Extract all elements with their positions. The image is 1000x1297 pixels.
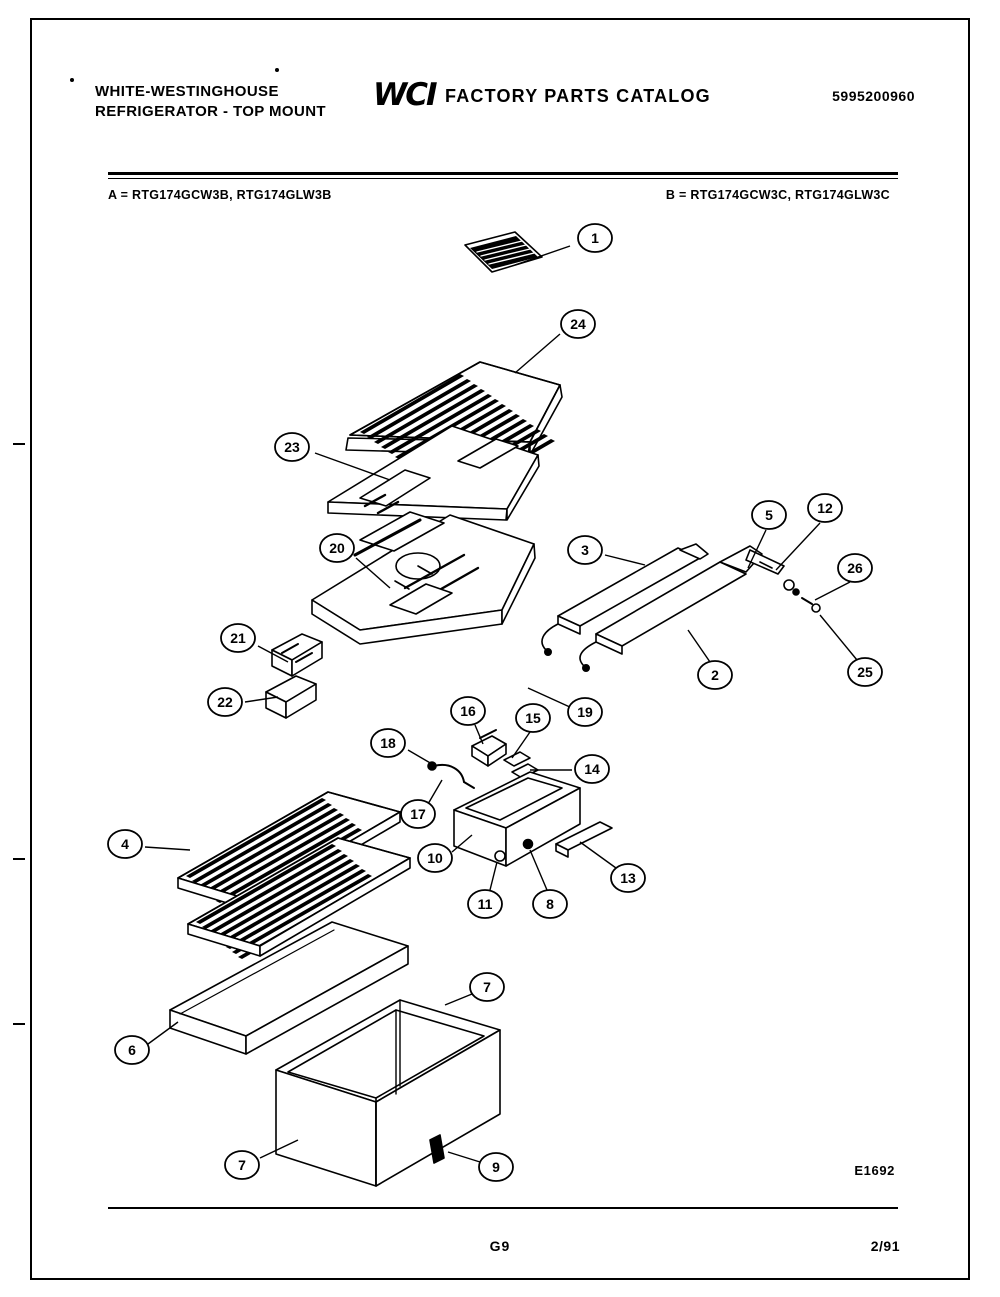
callout-label: 3: [581, 542, 589, 558]
callout-label: 20: [329, 540, 345, 556]
callout-26: [815, 554, 872, 600]
footer-page-number: G9: [489, 1238, 511, 1254]
model-group-b: B = RTG174GCW3C, RTG174GLW3C: [665, 188, 890, 202]
callout-7: [445, 973, 504, 1005]
callout-label: 8: [546, 896, 554, 912]
callout-6: [115, 1022, 178, 1064]
callout-leader: [445, 994, 472, 1005]
callout-label: 6: [128, 1042, 136, 1058]
callout-leader: [515, 334, 560, 373]
callout-3: [568, 536, 645, 565]
wci-logo-text: WCI: [373, 79, 436, 113]
part-ice-box: [454, 772, 612, 866]
callout-leader: [490, 862, 497, 890]
callout-leader: [688, 630, 710, 662]
callout-9: [448, 1152, 513, 1181]
footer-rule: [108, 1207, 898, 1209]
callout-label: 23: [284, 439, 300, 455]
margin-dot: [275, 68, 279, 72]
callout-label: 2: [711, 667, 719, 683]
part-vent-cover: [465, 232, 542, 272]
callout-label: 11: [477, 896, 493, 912]
footer-date: 2/91: [870, 1238, 900, 1254]
callout-leader: [605, 555, 645, 565]
part-brackets: [266, 634, 322, 718]
callout-leader: [776, 523, 820, 570]
callout-leader: [428, 780, 442, 804]
callout-8: [530, 850, 567, 918]
callout-label: 21: [230, 630, 246, 646]
margin-tick: [13, 1023, 25, 1025]
callout-label: 5: [765, 507, 773, 523]
callout-leader: [580, 842, 616, 868]
catalog-header: [95, 79, 915, 126]
callout-label: 10: [427, 850, 443, 866]
callout-label: 22: [217, 694, 233, 710]
callout-label: 9: [492, 1159, 500, 1175]
callout-2: [688, 630, 732, 689]
callout-11: [468, 862, 502, 918]
header-rule-thin: [108, 178, 898, 179]
exploded-parts-diagram: [60, 210, 940, 1190]
callout-13: [580, 842, 645, 892]
callout-leader: [315, 453, 390, 480]
callout-label: 13: [620, 870, 636, 886]
callout-label: 26: [847, 560, 863, 576]
brand-line-2: REFRIGERATOR - TOP MOUNT: [95, 103, 326, 120]
callout-label: 4: [121, 836, 129, 852]
callout-16: [451, 697, 485, 744]
callout-21: [221, 624, 288, 662]
callout-24: [515, 310, 595, 373]
callout-12: [776, 494, 842, 570]
callout-label: 24: [570, 316, 586, 332]
margin-tick: [13, 858, 25, 860]
callout-label: 18: [380, 735, 396, 751]
callout-17: [401, 780, 442, 828]
callout-label: 17: [410, 806, 426, 822]
brand-line-1: WHITE-WESTINGHOUSE: [95, 83, 279, 100]
header-rule-thick: [108, 172, 898, 175]
callout-label: 14: [584, 761, 600, 777]
callout-label: 12: [817, 500, 833, 516]
callout-label: 1: [591, 230, 599, 246]
callout-18: [371, 729, 432, 764]
callout-leader: [530, 850, 547, 890]
part-wire: [428, 762, 474, 788]
callout-7: [225, 1140, 298, 1179]
figure-code: E1692: [854, 1163, 895, 1178]
brand-block: [95, 82, 326, 122]
callout-label: 19: [577, 704, 593, 720]
callout-leader: [148, 1022, 178, 1044]
part-drip-tray: [312, 512, 535, 644]
callout-label: 16: [460, 703, 476, 719]
catalog-title: FACTORY PARTS CATALOG: [445, 86, 711, 106]
wci-logo-icon: [373, 79, 441, 113]
callout-label: 15: [525, 710, 541, 726]
callout-15: [512, 704, 550, 758]
callout-25: [820, 615, 882, 686]
margin-dot: [70, 78, 74, 82]
callout-leader: [820, 615, 857, 660]
callout-label: 7: [238, 1157, 246, 1173]
callout-leader: [815, 582, 850, 600]
part-cap: [472, 730, 506, 766]
callout-label: 7: [483, 979, 491, 995]
catalog-number: 5995200960: [832, 88, 915, 104]
callout-label: 25: [857, 664, 873, 680]
callout-leader: [448, 1152, 480, 1162]
margin-tick: [13, 443, 25, 445]
callout-4: [108, 830, 190, 858]
model-group-a: A = RTG174GCW3B, RTG174GLW3B: [108, 188, 332, 202]
callout-leader: [408, 750, 432, 764]
callout-leader: [475, 725, 483, 744]
callout-leader: [145, 847, 190, 850]
part-wire-shelves: [178, 792, 410, 959]
